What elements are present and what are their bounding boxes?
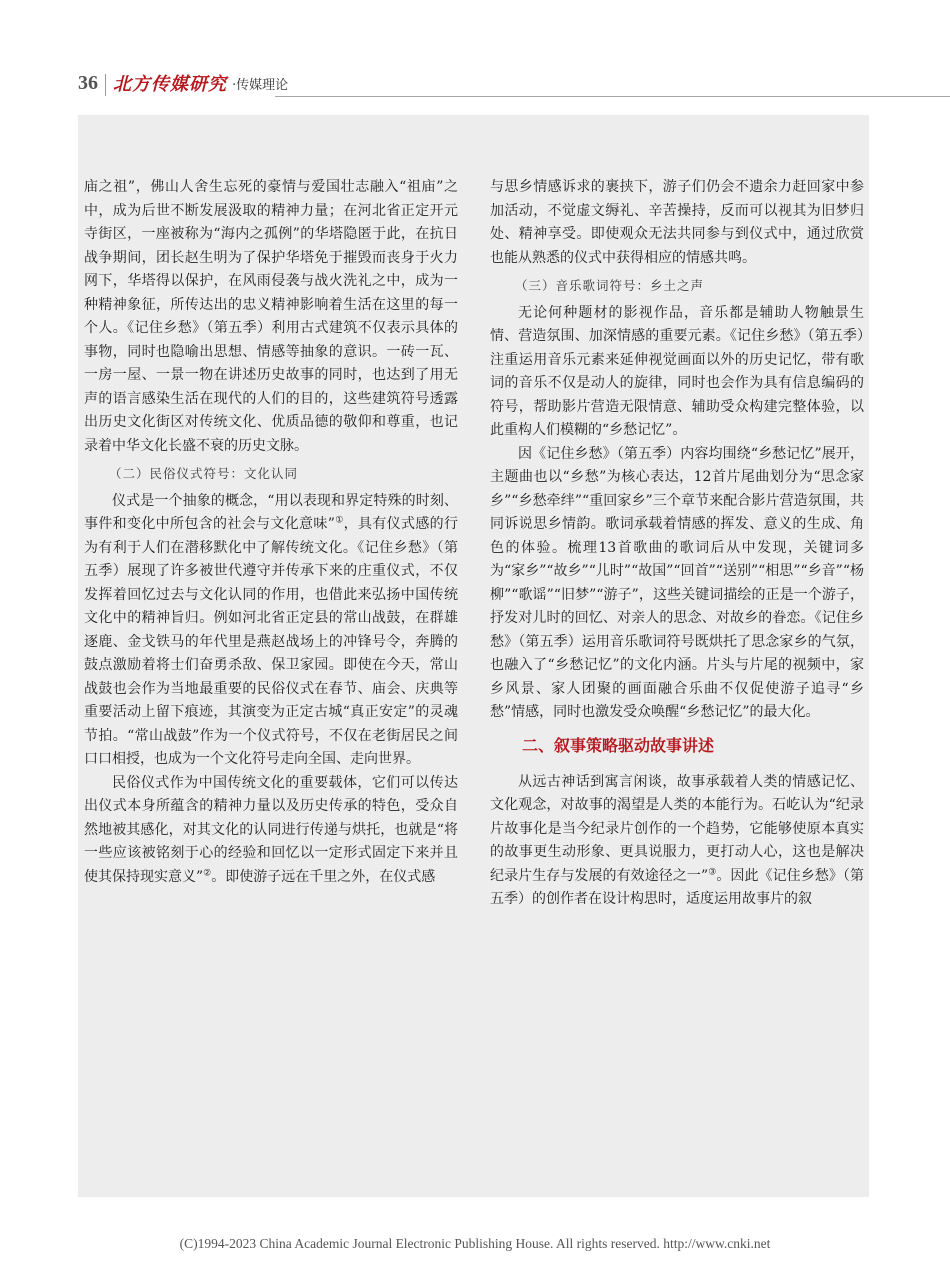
page-number: 36 (78, 72, 98, 94)
footnote-ref: ① (334, 515, 344, 526)
paragraph: 无论何种题材的影视作品，音乐都是辅助人物触景生情、营造氛围、加深情感的重要元素。《记住乡愁》（第五季）注重运用音乐元素来延伸视觉画面以外的历史记忆，带有歌词的音乐不仅是动人的旋律，同时也会作为具有信息编码的符号，帮助影片营造无限情意、辅助受众构建完整体验，以此重构人们模糊的“乡愁记忆”。 (490, 304, 864, 438)
paragraph-text: 。即使游子远在千里之外，在仪式感 (211, 868, 436, 885)
footnote-ref: ③ (708, 866, 717, 877)
right-column (490, 176, 864, 912)
paragraph-text: 。因此《记住乡愁》（第五季）的创作者在设计构思时，适度运用故事片的叙 (490, 867, 864, 907)
header-rule (275, 96, 950, 97)
journal-logo: 北方传媒研究 (113, 74, 227, 95)
paragraph (84, 490, 458, 772)
paragraph-text: 民俗仪式作为中国传统文化的重要载体，它们可以传达出仪式本身所蕴含的精神力量以及历史传承的特色，受众自然地被其感化，对其文化的认同进行传递与烘托，也就是“将一些应该被铭刻于心的经验和回忆以一定形式固定下来并且使其保持现实意义” (84, 774, 458, 885)
paragraph (84, 772, 458, 890)
paragraph: 因《记住乡愁》（第五季）内容均围绕“乡愁记忆”展开，主题曲也以“乡愁”为核心表达，12首片尾曲划分为“思念家乡”“乡愁牵绊”“重回家乡”三个章节来配合影片营造氛围，共同诉说思乡情韵。歌词承载着情感的挥发、意义的生成、角色的体验。梳理13首歌曲的歌词后从中发现，关键词多为“家乡”“故乡”“儿时”“故国”“回首”“送别”“相思”“乡音”“杨柳”“歌谣”“旧梦”“游子”，这些关键词描绘的正是一个游子，抒发对儿时的回忆、对亲人的思念、对故乡的眷恋。《记住乡愁》（第五季）运用音乐歌词符号既烘托了思念家乡的气氛，也融入了“乡愁记忆”的文化内涵。片头与片尾的视频中，家乡风景、家人团聚的画面融合乐曲不仅促使游子追寻“乡愁”情感，同时也激发受众唤醒“乡愁记忆”的最大化。 (490, 445, 864, 720)
page-header (0, 64, 950, 108)
paragraph-text: 仪式是一个抽象的概念，“用以表现和界定特殊的时刻、事件和变化中所包含的社会与文化意味” (84, 492, 458, 532)
subheading: （三）音乐歌词符号：乡土之声 (515, 278, 705, 293)
paragraph: 庙之祖”，佛山人舍生忘死的豪情与爱国壮志融入“祖庙”之中，成为后世不断发展汲取的精神力量；在河北省正定开元寺街区，一座被称为“海内之孤例”的华塔隐匿于此，在抗日战争期间，团长赵生明为了保护华塔免于摧毁而丧身于火力网下，华塔得以保护，在风雨侵袭与战火洗礼之中，成为一种精神象征，所传达出的忠义精神影响着生活在这里的每一个人。《记住乡愁》（第五季）利用古式建筑不仅表示具体的事物，同时也隐喻出思想、情感等抽象的意识。一砖一瓦、一房一屋、一景一物在讲述历史故事的同时，也达到了用无声的语言感染生活在现代的人们的目的，这些建筑符号透露出历史文化街区对传统文化、优质品德的敬仰和尊重，也记录着中华文化长盛不衰的历史文脉。 (84, 179, 458, 454)
section-title: ·传媒理论 (232, 78, 289, 93)
header-divider (105, 74, 106, 96)
paragraph-text: 从远古神话到寓言闲谈，故事承载着人类的情感记忆、文化观念，对故事的渴望是人类的本能行为。石屹认为“纪录片故事化是当今纪录片创作的一个趋势，它能够使原本真实的故事更生动形象、更具说服力，更打动人心，这也是解决纪录片生存与发展的有效途径之一” (490, 773, 864, 884)
footnote-ref: ② (203, 867, 212, 878)
paragraph (490, 771, 864, 912)
left-column (84, 176, 458, 889)
section-heading: 二、叙事策略驱动故事讲述 (522, 735, 715, 755)
subheading: （二）民俗仪式符号：文化认同 (109, 466, 299, 481)
copyright-footer: (C)1994-2023 China Academic Journal Electronic Publishing House. All rights reserved. http://www.cnki.net (179, 1236, 771, 1251)
paragraph: 与思乡情感诉求的裹挟下，游子们仍会不遗余力赶回家中参加活动，不觉虚文缛礼、辛苦操持，反而可以视其为旧梦归处、精神享受。即使观众无法共同参与到仪式中，通过欣赏也能从熟悉的仪式中获得相应的情感共鸣。 (490, 179, 864, 266)
paragraph-text: ，具有仪式感的行为有利于人们在潜移默化中了解传统文化。《记住乡愁》（第五季）展现了许多被世代遵守并传承下来的庄重仪式，不仅发挥着回忆过去与文化认同的作用，也借此来弘扬中国传统文化中的精神旨归。例如河北省正定县的常山战鼓，在群雄逐鹿、金戈铁马的年代里是燕赵战场上的冲锋号令，奔腾的鼓点激励着将士们奋勇杀敌、保卫家园。即使在今天，常山战鼓也会作为当地最重要的民俗仪式在春节、庙会、庆典等重要活动上留下痕迹，其演变为正定古城“真正安定”的灵魂节拍。“常山战鼓”作为一个仪式符号，不仅在老街居民之间口口相授，也成为一个文化符号走向全国、走向世界。 (84, 516, 459, 767)
